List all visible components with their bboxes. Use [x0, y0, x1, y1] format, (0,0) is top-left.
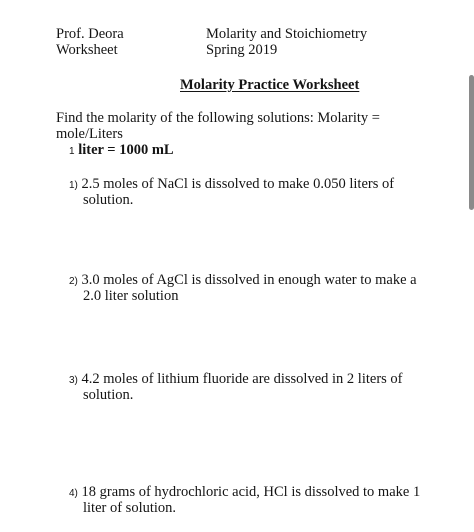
vertical-scrollbar[interactable] [469, 75, 474, 210]
page-title: Molarity Practice Worksheet [180, 77, 360, 93]
problem-text-line-1: 4.2 moles of lithium fluoride are dissolved in 2 liters of [81, 371, 403, 387]
conversion-number: 1 [69, 146, 75, 157]
problem-number: 4) [69, 488, 78, 499]
instructions-line-2: mole/Liters [56, 126, 123, 142]
problem-number: 3) [69, 375, 78, 386]
instructions-line-1: Find the molarity of the following solutions: Molarity = [56, 110, 380, 126]
problem-number: 2) [69, 276, 78, 287]
problem-text-line-1: 3.0 moles of AgCl is dissolved in enough water to make a [81, 272, 417, 288]
problem-text-line-1: 18 grams of hydrochloric acid, HCl is dissolved to make 1 [81, 484, 421, 500]
problem-text-line-2: liter of solution. [83, 500, 177, 516]
problem-text-line-1: 2.5 moles of NaCl is dissolved to make 0.050 liters of [81, 176, 395, 192]
conversion-note [69, 142, 174, 160]
problem-number: 1) [69, 180, 78, 191]
document-type: Worksheet [56, 42, 118, 58]
problem-text-line-2: 2.0 liter solution [83, 288, 179, 304]
problem-text-line-2: solution. [83, 387, 134, 403]
conversion-text: liter = 1000 mL [78, 142, 174, 158]
problem-text-line-2: solution. [83, 192, 134, 208]
semester: Spring 2019 [206, 42, 278, 58]
instructor-name: Prof. Deora [56, 26, 124, 42]
course-topic: Molarity and Stoichiometry [206, 26, 368, 42]
